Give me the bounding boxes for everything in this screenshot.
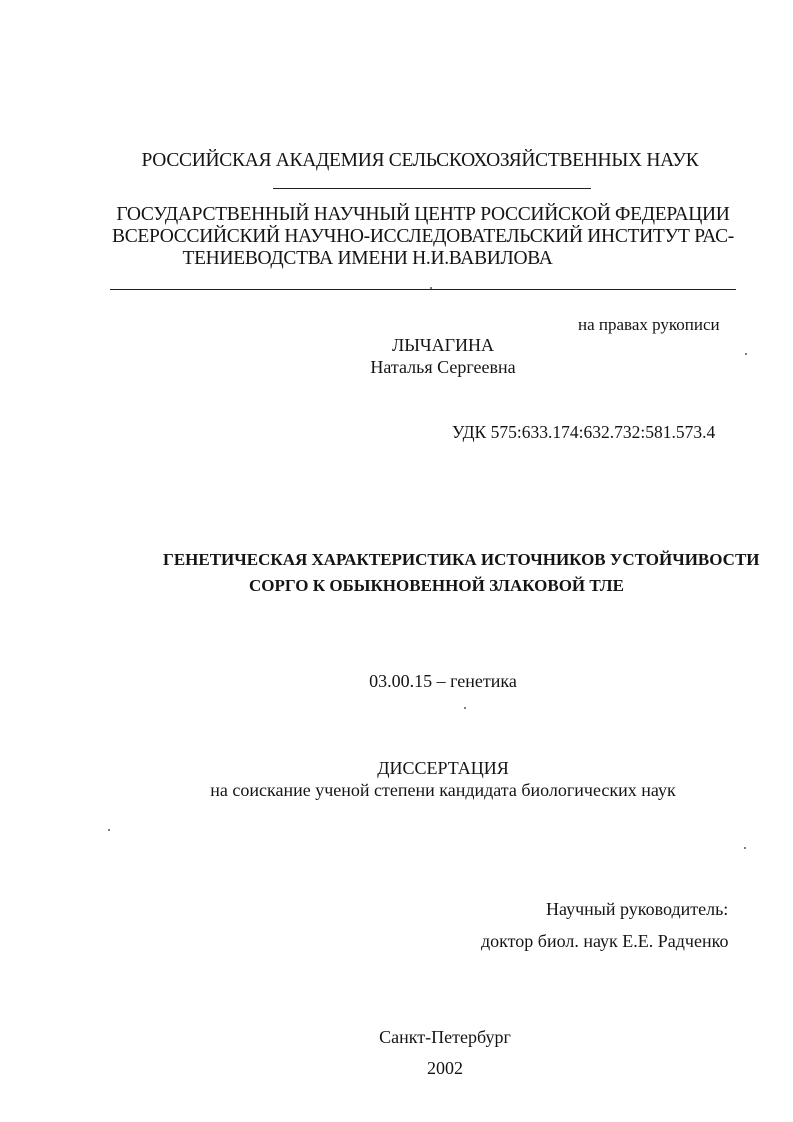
scan-speck [745,353,747,355]
supervisor-name: доктор биол. наук Е.Е. Радченко [481,931,729,951]
dissertation-label: ДИССЕРТАЦИЯ [377,758,509,778]
specialty-code: 03.00.15 – генетика [369,671,517,691]
thesis-title-line2: СОРГО К ОБЫКНОВЕННОЙ ЗЛАКОВОЙ ТЛЕ [249,576,624,595]
research-center-line2: ВСЕРОССИЙСКИЙ НАУЧНО-ИССЛЕДОВАТЕЛЬСКИЙ ИНСТИТУТ РАС- [111,226,734,247]
city: Санкт-Петербург [379,1027,511,1047]
short-divider [273,188,591,189]
thesis-title-line1: ГЕНЕТИЧЕСКАЯ ХАРАКТЕРИСТИКА ИСТОЧНИКОВ УСТОЙЧИВОСТИ [163,550,760,569]
scan-speck [108,829,110,831]
scan-speck [464,707,466,709]
author-surname: ЛЫЧАГИНА [391,335,494,355]
long-divider [110,289,736,290]
udc-code: УДК 575:633.174:632.732:581.573.4 [452,422,716,442]
year: 2002 [427,1058,463,1078]
supervisor-label: Научный руководитель: [546,899,729,919]
academy-name: РОССИЙСКАЯ АКАДЕМИЯ СЕЛЬСКОХОЗЯЙСТВЕННЫХ НАУК [141,150,699,171]
manuscript-note: на правах рукописи [578,315,720,334]
research-center-line3: ТЕНИЕВОДСТВА ИМЕНИ Н.И.ВАВИЛОВА [182,248,553,269]
scan-speck [430,287,432,289]
research-center-line1: ГОСУДАРСТВЕННЫЙ НАУЧНЫЙ ЦЕНТР РОССИЙСКОЙ ФЕДЕРАЦИИ [116,204,730,225]
degree-purpose: на соискание ученой степени кандидата биологических наук [210,780,676,800]
scan-speck [744,847,746,849]
author-given-names: Наталья Сергеевна [370,357,516,377]
